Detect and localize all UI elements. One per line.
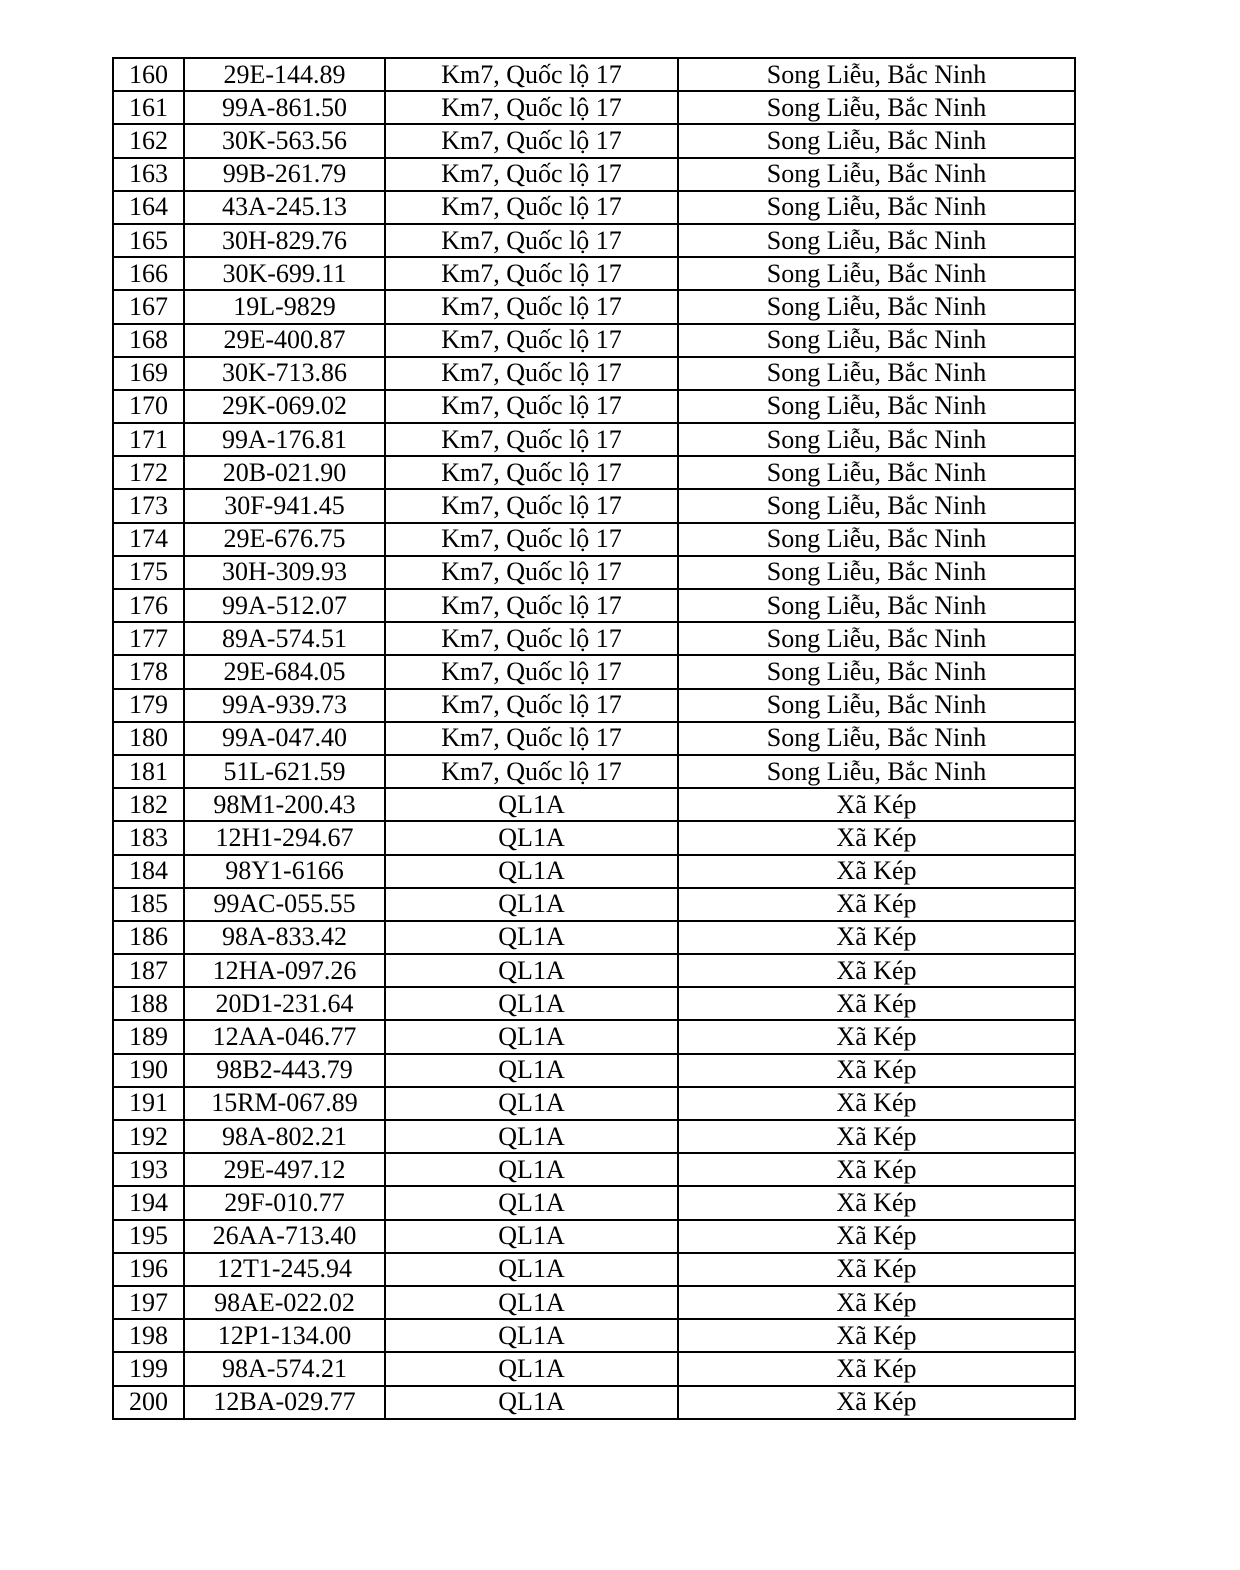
cell-area: Song Liễu, Bắc Ninh — [678, 722, 1075, 755]
cell-area: Song Liễu, Bắc Ninh — [678, 523, 1075, 556]
cell-license-plate: 30K-713.86 — [184, 357, 385, 390]
cell-license-plate: 30F-941.45 — [184, 489, 385, 522]
cell-location: QL1A — [385, 1319, 678, 1352]
cell-location: Km7, Quốc lộ 17 — [385, 58, 678, 91]
cell-area: Song Liễu, Bắc Ninh — [678, 324, 1075, 357]
cell-stt: 183 — [113, 821, 184, 854]
cell-license-plate: 15RM-067.89 — [184, 1087, 385, 1120]
cell-location: Km7, Quốc lộ 17 — [385, 91, 678, 124]
cell-area: Song Liễu, Bắc Ninh — [678, 224, 1075, 257]
cell-stt: 178 — [113, 655, 184, 688]
cell-location: QL1A — [385, 921, 678, 954]
cell-location: Km7, Quốc lộ 17 — [385, 456, 678, 489]
cell-area: Song Liễu, Bắc Ninh — [678, 755, 1075, 788]
cell-license-plate: 98A-574.21 — [184, 1352, 385, 1385]
table-row — [113, 1319, 1075, 1352]
cell-stt: 168 — [113, 324, 184, 357]
cell-license-plate: 12BA-029.77 — [184, 1386, 385, 1419]
cell-stt: 181 — [113, 755, 184, 788]
cell-license-plate: 99A-176.81 — [184, 423, 385, 456]
table-row — [113, 489, 1075, 522]
cell-license-plate: 30H-309.93 — [184, 556, 385, 589]
cell-stt: 179 — [113, 689, 184, 722]
cell-stt: 194 — [113, 1186, 184, 1219]
cell-license-plate: 29E-400.87 — [184, 324, 385, 357]
cell-stt: 189 — [113, 1020, 184, 1053]
cell-location: QL1A — [385, 1054, 678, 1087]
cell-location: Km7, Quốc lộ 17 — [385, 324, 678, 357]
cell-location: Km7, Quốc lộ 17 — [385, 191, 678, 224]
cell-stt: 166 — [113, 257, 184, 290]
cell-location: QL1A — [385, 1286, 678, 1319]
cell-license-plate: 30K-699.11 — [184, 257, 385, 290]
cell-stt: 173 — [113, 489, 184, 522]
table-row — [113, 290, 1075, 323]
cell-location: Km7, Quốc lộ 17 — [385, 622, 678, 655]
cell-license-plate: 29F-010.77 — [184, 1186, 385, 1219]
cell-location: QL1A — [385, 821, 678, 854]
cell-area: Xã Kép — [678, 1352, 1075, 1385]
table-row — [113, 655, 1075, 688]
cell-location: Km7, Quốc lộ 17 — [385, 390, 678, 423]
cell-license-plate: 98AE-022.02 — [184, 1286, 385, 1319]
table-row — [113, 1253, 1075, 1286]
cell-area: Song Liễu, Bắc Ninh — [678, 191, 1075, 224]
cell-license-plate: 12AA-046.77 — [184, 1020, 385, 1053]
cell-stt: 174 — [113, 523, 184, 556]
cell-area: Xã Kép — [678, 1220, 1075, 1253]
cell-license-plate: 99B-261.79 — [184, 158, 385, 191]
cell-license-plate: 89A-574.51 — [184, 622, 385, 655]
cell-area: Song Liễu, Bắc Ninh — [678, 489, 1075, 522]
cell-location: QL1A — [385, 1386, 678, 1419]
cell-stt: 180 — [113, 722, 184, 755]
table-row — [113, 357, 1075, 390]
vehicle-violation-table — [112, 57, 1076, 1420]
cell-location: QL1A — [385, 987, 678, 1020]
cell-area: Song Liễu, Bắc Ninh — [678, 257, 1075, 290]
cell-area: Xã Kép — [678, 1153, 1075, 1186]
cell-location: QL1A — [385, 888, 678, 921]
cell-location: QL1A — [385, 1253, 678, 1286]
table-row — [113, 523, 1075, 556]
table-row — [113, 1220, 1075, 1253]
cell-location: QL1A — [385, 788, 678, 821]
table-row — [113, 1386, 1075, 1419]
table-row — [113, 954, 1075, 987]
cell-stt: 175 — [113, 556, 184, 589]
cell-area: Xã Kép — [678, 954, 1075, 987]
cell-area: Xã Kép — [678, 987, 1075, 1020]
cell-stt: 171 — [113, 423, 184, 456]
cell-area: Song Liễu, Bắc Ninh — [678, 456, 1075, 489]
cell-area: Song Liễu, Bắc Ninh — [678, 622, 1075, 655]
cell-location: QL1A — [385, 1020, 678, 1053]
cell-stt: 195 — [113, 1220, 184, 1253]
cell-location: Km7, Quốc lộ 17 — [385, 755, 678, 788]
table-row — [113, 58, 1075, 91]
cell-license-plate: 51L-621.59 — [184, 755, 385, 788]
cell-area: Xã Kép — [678, 1319, 1075, 1352]
table-row — [113, 1020, 1075, 1053]
cell-location: Km7, Quốc lộ 17 — [385, 489, 678, 522]
table-row — [113, 124, 1075, 157]
cell-license-plate: 29K-069.02 — [184, 390, 385, 423]
cell-location: QL1A — [385, 954, 678, 987]
cell-area: Xã Kép — [678, 1286, 1075, 1319]
cell-license-plate: 43A-245.13 — [184, 191, 385, 224]
table-row — [113, 456, 1075, 489]
table-row — [113, 987, 1075, 1020]
cell-area: Song Liễu, Bắc Ninh — [678, 124, 1075, 157]
table-row — [113, 556, 1075, 589]
table-row — [113, 91, 1075, 124]
cell-stt: 186 — [113, 921, 184, 954]
cell-area: Song Liễu, Bắc Ninh — [678, 58, 1075, 91]
cell-license-plate: 99AC-055.55 — [184, 888, 385, 921]
table-row — [113, 1286, 1075, 1319]
cell-stt: 162 — [113, 124, 184, 157]
cell-stt: 199 — [113, 1352, 184, 1385]
cell-stt: 169 — [113, 357, 184, 390]
cell-stt: 177 — [113, 622, 184, 655]
cell-license-plate: 12T1-245.94 — [184, 1253, 385, 1286]
cell-area: Song Liễu, Bắc Ninh — [678, 556, 1075, 589]
cell-stt: 167 — [113, 290, 184, 323]
cell-location: Km7, Quốc lộ 17 — [385, 423, 678, 456]
cell-stt: 164 — [113, 191, 184, 224]
cell-stt: 161 — [113, 91, 184, 124]
cell-license-plate: 12H1-294.67 — [184, 821, 385, 854]
table-row — [113, 324, 1075, 357]
cell-license-plate: 98A-802.21 — [184, 1120, 385, 1153]
cell-location: Km7, Quốc lộ 17 — [385, 224, 678, 257]
cell-license-plate: 30K-563.56 — [184, 124, 385, 157]
cell-area: Song Liễu, Bắc Ninh — [678, 655, 1075, 688]
cell-location: QL1A — [385, 1220, 678, 1253]
cell-location: QL1A — [385, 1153, 678, 1186]
cell-area: Xã Kép — [678, 1186, 1075, 1219]
cell-stt: 196 — [113, 1253, 184, 1286]
table-row — [113, 423, 1075, 456]
cell-location: Km7, Quốc lộ 17 — [385, 290, 678, 323]
cell-license-plate: 12P1-134.00 — [184, 1319, 385, 1352]
cell-stt: 197 — [113, 1286, 184, 1319]
table-row — [113, 855, 1075, 888]
table-row — [113, 1352, 1075, 1385]
cell-location: QL1A — [385, 855, 678, 888]
cell-location: Km7, Quốc lộ 17 — [385, 523, 678, 556]
cell-stt: 198 — [113, 1319, 184, 1352]
cell-stt: 184 — [113, 855, 184, 888]
cell-area: Song Liễu, Bắc Ninh — [678, 357, 1075, 390]
table-row — [113, 689, 1075, 722]
cell-stt: 170 — [113, 390, 184, 423]
table-row — [113, 755, 1075, 788]
cell-stt: 176 — [113, 589, 184, 622]
cell-license-plate: 99A-861.50 — [184, 91, 385, 124]
cell-area: Xã Kép — [678, 788, 1075, 821]
cell-stt: 191 — [113, 1087, 184, 1120]
cell-stt: 188 — [113, 987, 184, 1020]
table-row — [113, 921, 1075, 954]
cell-license-plate: 19L-9829 — [184, 290, 385, 323]
cell-location: Km7, Quốc lộ 17 — [385, 556, 678, 589]
cell-location: Km7, Quốc lộ 17 — [385, 158, 678, 191]
table-row — [113, 788, 1075, 821]
cell-location: Km7, Quốc lộ 17 — [385, 689, 678, 722]
cell-area: Xã Kép — [678, 1253, 1075, 1286]
table-row — [113, 1087, 1075, 1120]
cell-area: Song Liễu, Bắc Ninh — [678, 158, 1075, 191]
table-row — [113, 191, 1075, 224]
cell-area: Xã Kép — [678, 821, 1075, 854]
cell-license-plate: 12HA-097.26 — [184, 954, 385, 987]
cell-license-plate: 98A-833.42 — [184, 921, 385, 954]
cell-license-plate: 30H-829.76 — [184, 224, 385, 257]
cell-location: Km7, Quốc lộ 17 — [385, 257, 678, 290]
cell-license-plate: 98Y1-6166 — [184, 855, 385, 888]
cell-stt: 165 — [113, 224, 184, 257]
cell-area: Song Liễu, Bắc Ninh — [678, 689, 1075, 722]
cell-stt: 192 — [113, 1120, 184, 1153]
cell-area: Song Liễu, Bắc Ninh — [678, 423, 1075, 456]
table-row — [113, 158, 1075, 191]
cell-stt: 187 — [113, 954, 184, 987]
cell-location: Km7, Quốc lộ 17 — [385, 357, 678, 390]
cell-location: Km7, Quốc lộ 17 — [385, 589, 678, 622]
cell-stt: 172 — [113, 456, 184, 489]
table-row — [113, 888, 1075, 921]
cell-location: QL1A — [385, 1120, 678, 1153]
table-row — [113, 1054, 1075, 1087]
cell-location: Km7, Quốc lộ 17 — [385, 655, 678, 688]
cell-location: Km7, Quốc lộ 17 — [385, 722, 678, 755]
cell-area: Xã Kép — [678, 921, 1075, 954]
cell-license-plate: 99A-939.73 — [184, 689, 385, 722]
table-row — [113, 1153, 1075, 1186]
cell-area: Xã Kép — [678, 1020, 1075, 1053]
cell-area: Song Liễu, Bắc Ninh — [678, 91, 1075, 124]
cell-stt: 200 — [113, 1386, 184, 1419]
cell-license-plate: 29E-684.05 — [184, 655, 385, 688]
table-row — [113, 1120, 1075, 1153]
table-row — [113, 224, 1075, 257]
table-row — [113, 589, 1075, 622]
cell-license-plate: 98B2-443.79 — [184, 1054, 385, 1087]
cell-area: Xã Kép — [678, 1054, 1075, 1087]
table-row — [113, 821, 1075, 854]
cell-area: Xã Kép — [678, 888, 1075, 921]
cell-area: Xã Kép — [678, 1120, 1075, 1153]
cell-area: Song Liễu, Bắc Ninh — [678, 290, 1075, 323]
table-body — [113, 58, 1075, 1419]
cell-license-plate: 99A-047.40 — [184, 722, 385, 755]
table-row — [113, 257, 1075, 290]
cell-area: Song Liễu, Bắc Ninh — [678, 390, 1075, 423]
table-row — [113, 1186, 1075, 1219]
cell-stt: 160 — [113, 58, 184, 91]
cell-license-plate: 20B-021.90 — [184, 456, 385, 489]
cell-license-plate: 20D1-231.64 — [184, 987, 385, 1020]
cell-stt: 193 — [113, 1153, 184, 1186]
cell-location: QL1A — [385, 1352, 678, 1385]
table-row — [113, 722, 1075, 755]
cell-area: Song Liễu, Bắc Ninh — [678, 589, 1075, 622]
cell-location: QL1A — [385, 1186, 678, 1219]
cell-stt: 190 — [113, 1054, 184, 1087]
cell-area: Xã Kép — [678, 1087, 1075, 1120]
cell-stt: 185 — [113, 888, 184, 921]
table-row — [113, 390, 1075, 423]
cell-license-plate: 29E-497.12 — [184, 1153, 385, 1186]
cell-license-plate: 29E-144.89 — [184, 58, 385, 91]
cell-area: Xã Kép — [678, 1386, 1075, 1419]
table-row — [113, 622, 1075, 655]
cell-license-plate: 29E-676.75 — [184, 523, 385, 556]
cell-location: Km7, Quốc lộ 17 — [385, 124, 678, 157]
cell-license-plate: 99A-512.07 — [184, 589, 385, 622]
cell-license-plate: 26AA-713.40 — [184, 1220, 385, 1253]
cell-area: Xã Kép — [678, 855, 1075, 888]
cell-license-plate: 98M1-200.43 — [184, 788, 385, 821]
cell-stt: 182 — [113, 788, 184, 821]
cell-location: QL1A — [385, 1087, 678, 1120]
cell-stt: 163 — [113, 158, 184, 191]
